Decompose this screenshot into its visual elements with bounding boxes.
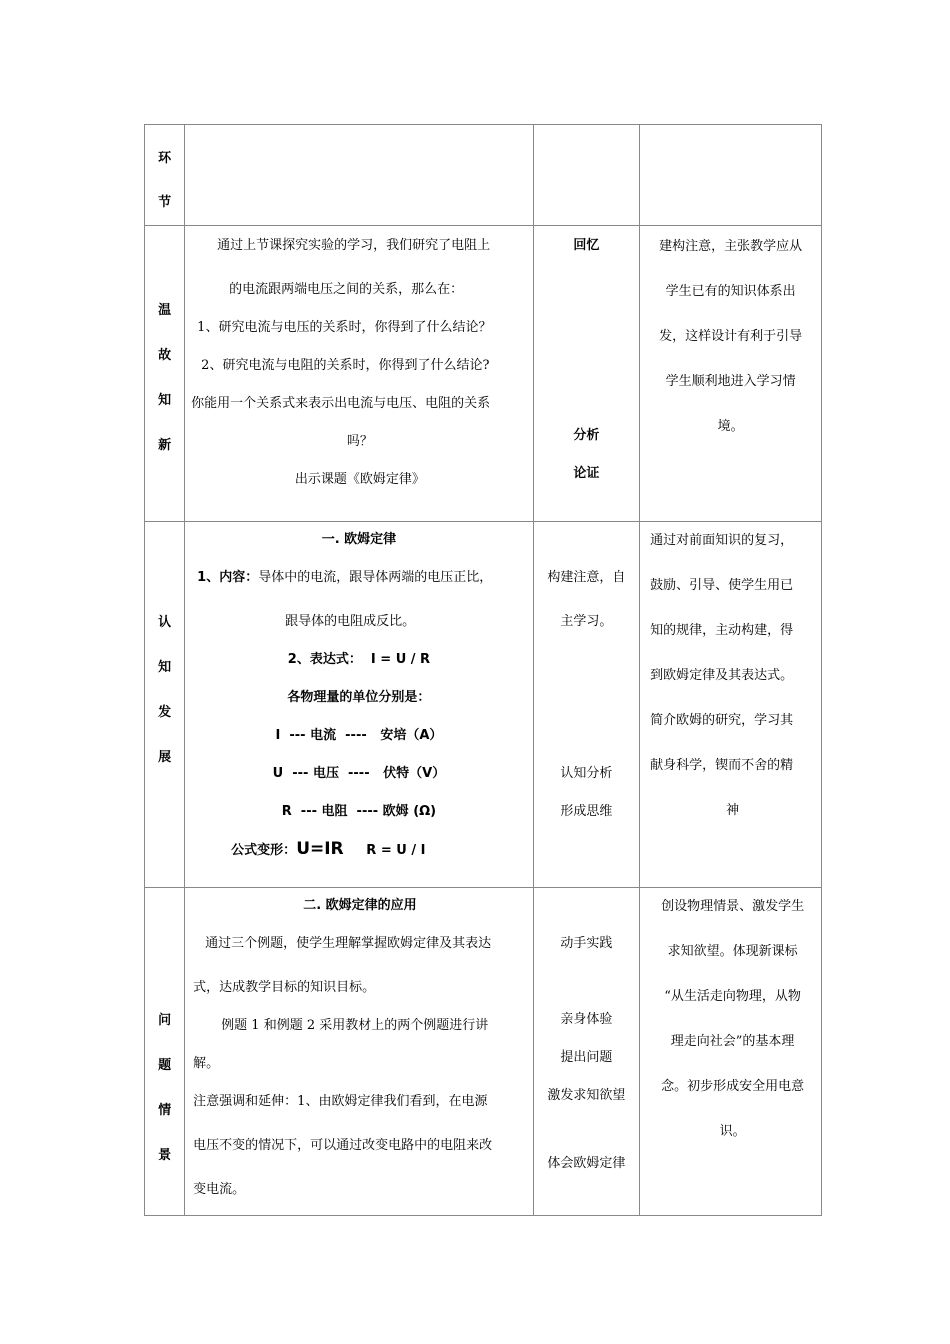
intent-line: 鼓励、引导、使学生用已 (650, 578, 794, 593)
intent-line: 理走向社会”的基本理 (670, 1034, 795, 1049)
intent-cell (640, 888, 822, 1216)
stage-char: 展 (158, 750, 172, 765)
unit-line-current: I --- 电流 ---- 安培（A） (275, 728, 443, 743)
content-header-cell (185, 125, 534, 226)
unit-line-resistance: R --- 电阻 ---- 欧姆 (Ω) (281, 804, 437, 819)
formula-label: 2、表达式： (287, 652, 362, 667)
stage-cell (145, 888, 185, 1216)
intent-line: 境。 (717, 419, 744, 434)
activity-label: 亲身体验 (560, 1012, 613, 1027)
problem-row (145, 888, 822, 1216)
intent-line: 建构注意，主张教学应从 (659, 239, 803, 254)
stage-char: 环 (158, 151, 172, 166)
topic-title: 出示课题《欧姆定律》 (294, 472, 425, 487)
intent-line: 神 (726, 803, 740, 818)
law-content-label: 1、内容： (197, 570, 259, 585)
application-text-line: 例题 1 和例题 2 采用教材上的两个例题进行讲 (221, 1018, 489, 1033)
application-text-line: 解。 (193, 1056, 220, 1071)
content-cell (185, 888, 534, 1216)
stage-char: 情 (158, 1103, 172, 1118)
activity-cell (533, 888, 639, 1216)
activity-label: 提出问题 (560, 1050, 613, 1065)
activity-cell (533, 522, 639, 888)
activity-label: 形成思维 (560, 804, 613, 819)
formula-transform (191, 836, 527, 864)
intent-cell (640, 522, 822, 888)
law-content-cont: 跟导体的电阻成反比。 (285, 614, 416, 629)
intent-line: 创设物理情景、激发学生 (661, 899, 805, 914)
activity-header-cell (533, 125, 639, 226)
law-formula (191, 648, 527, 672)
intent-line: 简介欧姆的研究，学习其 (650, 713, 794, 728)
stage-char: 温 (158, 303, 172, 318)
activity-label: 体会欧姆定律 (547, 1156, 626, 1171)
intent-line: 通过对前面知识的复习， (650, 533, 794, 548)
application-text-line: 变电流。 (193, 1182, 246, 1197)
question-3: 你能用一个关系式来表示出电流与电压、电阻的关系 (191, 396, 491, 411)
review-row (145, 226, 822, 522)
question-3-cont: 吗？ (346, 434, 373, 449)
intent-line: 识。 (719, 1124, 746, 1139)
header-row (145, 125, 822, 226)
intent-line: 献身科学，锲而不舍的精 (650, 758, 794, 773)
cognition-row (145, 522, 822, 888)
question-1: 1、研究电流与电压的关系时，你得到了什么结论？ (197, 320, 492, 335)
intent-header-cell (640, 125, 822, 226)
units-title: 各物理量的单位分别是： (287, 690, 431, 705)
activity-label: 分析 (573, 428, 600, 443)
stage-cell (145, 226, 185, 522)
application-text-line: 式，达成教学目标的知识目标。 (193, 980, 376, 995)
application-text-line: 注意强调和延伸：1、由欧姆定律我们看到，在电源 (193, 1094, 488, 1109)
stage-char: 题 (158, 1058, 172, 1073)
stage-char: 新 (158, 438, 172, 453)
law-content (191, 566, 527, 590)
activity-label: 主学习。 (560, 614, 613, 629)
review-text-line: 通过上节课探究实验的学习，我们研究了电阻上 (217, 238, 491, 253)
transform-label: 公式变形： (231, 843, 297, 858)
intent-line: 学生已有的知识体系出 (665, 284, 796, 299)
activity-label: 动手实践 (560, 936, 613, 951)
activity-label: 激发求知欲望 (547, 1088, 626, 1103)
stage-char: 问 (158, 1013, 172, 1028)
stage-char: 发 (158, 705, 172, 720)
formula-value: I = U / R (370, 652, 431, 667)
transform-1: U=IR (296, 839, 344, 859)
activity-label: 认知分析 (560, 766, 613, 781)
stage-char: 故 (158, 348, 172, 363)
intent-line: 知的规律，主动构建，得 (650, 623, 794, 638)
intent-line: 念。初步形成安全用电意 (661, 1079, 805, 1094)
stage-char: 景 (158, 1148, 172, 1163)
intent-line: 到欧姆定律及其表达式。 (650, 668, 794, 683)
intent-cell (640, 226, 822, 522)
content-cell (185, 226, 534, 522)
stage-char: 认 (158, 615, 172, 630)
intent-line: “从生活走向物理，从物 (664, 989, 801, 1004)
transform-2: R = U / I (366, 843, 426, 858)
activity-label: 回忆 (573, 238, 600, 253)
stage-cell (145, 522, 185, 888)
law-content-text: 导体中的电流，跟导体两端的电压正比， (258, 570, 493, 585)
content-cell (185, 522, 534, 888)
unit-line-voltage: U --- 电压 ---- 伏特（V） (272, 766, 446, 781)
activity-label: 构建注意，自 (547, 570, 626, 585)
activity-cell (533, 226, 639, 522)
review-text-line: 的电流跟两端电压之间的关系，那么在： (229, 282, 464, 297)
application-text-line: 通过三个例题，使学生理解掌握欧姆定律及其表达 (205, 936, 492, 951)
stage-header-cell (145, 125, 185, 226)
stage-char: 节 (158, 195, 172, 210)
application-text-line: 电压不变的情况下，可以通过改变电路中的电阻来改 (193, 1138, 493, 1153)
section-title: 二. 欧姆定律的应用 (303, 898, 417, 913)
activity-label: 论证 (573, 466, 600, 481)
stage-char: 知 (158, 660, 172, 675)
intent-line: 发，这样设计有利于引导 (659, 329, 803, 344)
lesson-plan-table (144, 124, 822, 1216)
stage-char: 知 (158, 393, 172, 408)
question-2: 2、研究电流与电阻的关系时，你得到了什么结论? (201, 358, 490, 373)
intent-line: 学生顺利地进入学习情 (665, 374, 796, 389)
section-title: 一. 欧姆定律 (321, 532, 397, 547)
intent-line: 求知欲望。体现新课标 (667, 944, 798, 959)
